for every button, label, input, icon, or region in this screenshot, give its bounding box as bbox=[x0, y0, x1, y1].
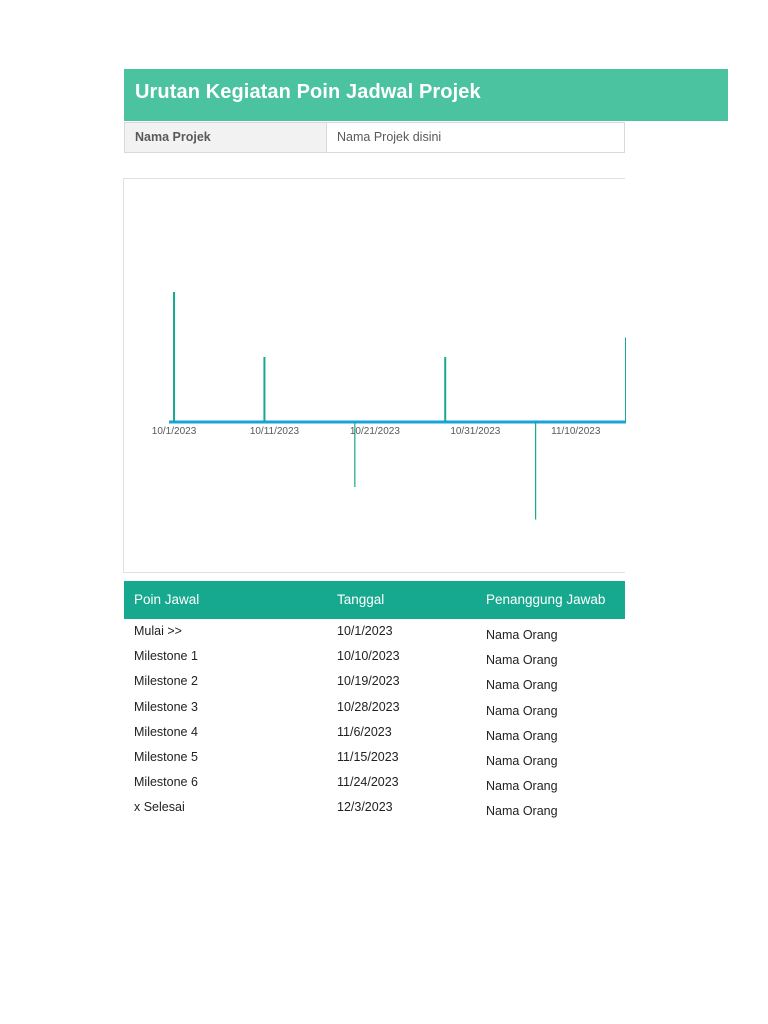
owner-cell: Nama Orang bbox=[486, 728, 558, 743]
milestone-cell: Milestone 4 bbox=[134, 724, 198, 739]
table-row bbox=[124, 795, 625, 820]
date-cell: 10/10/2023 bbox=[337, 649, 400, 664]
table-row bbox=[124, 720, 625, 745]
milestone-cell: Milestone 1 bbox=[134, 649, 198, 664]
x-tick-label: 11/10/2023 bbox=[551, 426, 601, 437]
date-cell: 11/15/2023 bbox=[337, 749, 399, 764]
table-row bbox=[124, 745, 625, 770]
owner-cell: Nama Orang bbox=[486, 678, 558, 693]
date-cell: 10/28/2023 bbox=[337, 699, 400, 714]
page-title: Urutan Kegiatan Poin Jadwal Projek bbox=[135, 81, 481, 103]
timeline-chart-svg bbox=[124, 179, 626, 574]
header-owner: Penanggung Jawab bbox=[486, 592, 606, 607]
milestone-table-header bbox=[124, 581, 625, 619]
date-cell: 10/19/2023 bbox=[337, 674, 400, 689]
owner-cell: Nama Orang bbox=[486, 779, 558, 794]
date-cell: 10/1/2023 bbox=[337, 624, 393, 638]
project-name-label-cell bbox=[125, 123, 327, 152]
date-cell: 12/3/2023 bbox=[337, 800, 393, 815]
table-row bbox=[124, 644, 625, 669]
table-row bbox=[124, 619, 625, 644]
owner-cell: Nama Orang bbox=[486, 703, 558, 718]
header-date: Tanggal bbox=[337, 592, 385, 607]
x-tick-label: 10/31/2023 bbox=[450, 426, 501, 437]
owner-cell: Nama Orang bbox=[486, 804, 558, 819]
project-name-value: Nama Projek disini bbox=[337, 130, 442, 144]
owner-cell: Nama Orang bbox=[486, 628, 558, 642]
x-tick-label: 10/1/2023 bbox=[151, 426, 197, 437]
timeline-chart bbox=[123, 178, 625, 573]
milestone-cell: Milestone 5 bbox=[134, 749, 198, 764]
milestone-cell: x Selesai bbox=[134, 800, 185, 815]
milestone-cell: Milestone 2 bbox=[134, 674, 198, 689]
table-row bbox=[124, 770, 625, 795]
date-cell: 11/24/2023 bbox=[337, 775, 399, 790]
header-milestone: Poin Jawal bbox=[134, 592, 200, 607]
milestone-cell: Milestone 3 bbox=[134, 699, 198, 714]
date-cell: 11/6/2023 bbox=[337, 724, 392, 739]
milestone-table-body bbox=[124, 619, 625, 821]
table-row bbox=[124, 669, 625, 694]
milestone-cell: Mulai >> bbox=[134, 624, 182, 638]
project-name-label: Nama Projek bbox=[135, 130, 211, 144]
project-name-row bbox=[124, 122, 625, 153]
table-row bbox=[124, 695, 625, 720]
x-tick-label: 10/21/2023 bbox=[349, 426, 400, 437]
x-tick-label: 10/11/2023 bbox=[249, 426, 300, 437]
project-name-value-cell[interactable] bbox=[327, 123, 624, 152]
title-banner bbox=[124, 69, 728, 121]
milestone-cell: Milestone 6 bbox=[134, 775, 198, 790]
owner-cell: Nama Orang bbox=[486, 753, 558, 768]
owner-cell: Nama Orang bbox=[486, 653, 558, 668]
